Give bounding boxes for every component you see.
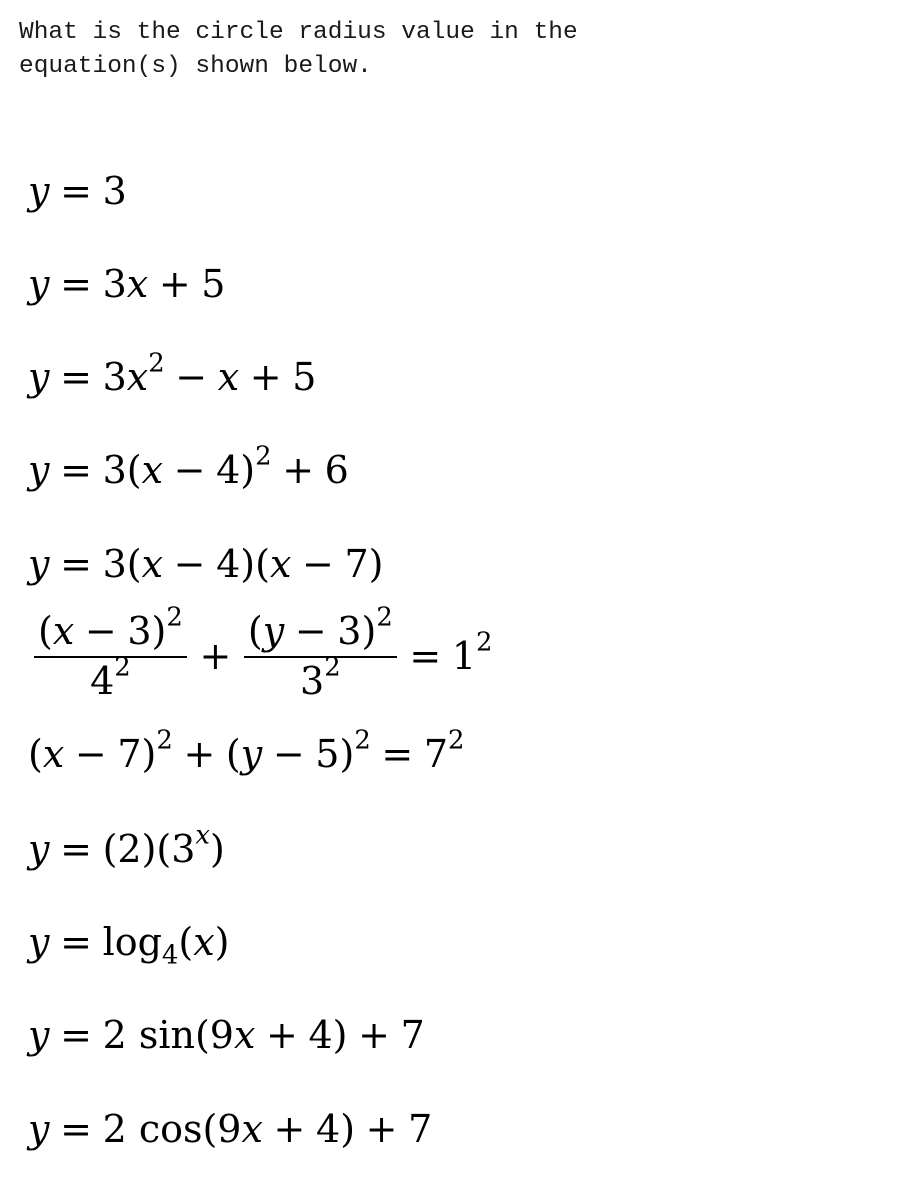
eq-term: x xyxy=(269,542,292,586)
eq-operator: + xyxy=(249,355,282,399)
eq-subscript: 4 xyxy=(161,940,179,971)
eq-operator: − xyxy=(302,542,334,586)
eq-term: 7 xyxy=(408,1107,433,1151)
eq-operator: = xyxy=(409,634,442,678)
eq-term: ) xyxy=(209,827,225,871)
eq-exponent: 2 xyxy=(148,348,165,379)
equation-quadratic xyxy=(28,348,317,399)
eq-term: ( xyxy=(225,732,241,776)
eq-term: ( xyxy=(178,920,194,964)
eq-operator: − xyxy=(173,448,206,492)
eq-operator: = xyxy=(60,1013,92,1057)
eq-term: 2 sin(9 xyxy=(102,1013,234,1057)
equation-list xyxy=(28,0,888,1200)
eq-term: $1^2$ xyxy=(451,627,493,678)
eq-operator: = xyxy=(60,1107,92,1151)
eq-term: 4) xyxy=(308,1013,348,1057)
fraction-x-term xyxy=(34,602,187,703)
fraction-denominator: $4^2$ xyxy=(90,652,131,703)
eq-exponent: 2 xyxy=(448,725,465,756)
eq-term: ( xyxy=(28,732,43,776)
eq-operator: = xyxy=(60,448,92,492)
eq-term: 4)( xyxy=(216,542,270,586)
eq-function: log xyxy=(102,920,162,964)
eq-term: y xyxy=(28,1107,50,1151)
eq-term: y xyxy=(240,732,263,776)
eq-term: x xyxy=(233,1013,256,1057)
eq-term: 5) xyxy=(315,732,355,776)
eq-operator: + xyxy=(266,1013,298,1057)
eq-term: ) xyxy=(214,920,230,964)
equation-constant xyxy=(28,169,127,213)
eq-term: 3 xyxy=(102,262,127,306)
eq-operator: = xyxy=(60,169,92,213)
eq-term: 7) xyxy=(344,542,384,586)
eq-term: x xyxy=(141,542,164,586)
eq-term: 3 xyxy=(102,355,127,399)
eq-term: x xyxy=(126,355,149,399)
eq-operator: + xyxy=(282,448,315,492)
eq-operator: + xyxy=(358,1013,390,1057)
eq-term: 3 xyxy=(102,169,127,213)
eq-operator: = xyxy=(60,542,92,586)
eq-exponent: x xyxy=(195,820,210,851)
eq-term: x xyxy=(193,920,215,964)
eq-term: y xyxy=(28,542,50,586)
eq-term: y xyxy=(28,920,50,964)
question-line-1: What is the circle radius value in the xyxy=(19,19,578,46)
fraction-denominator: $3^2$ xyxy=(300,652,341,703)
eq-term: y xyxy=(28,448,50,492)
eq-operator: − xyxy=(175,355,208,399)
eq-term: y xyxy=(28,262,50,306)
eq-exponent: 2 xyxy=(354,725,371,756)
eq-term: 2 cos(9 xyxy=(102,1107,242,1151)
equation-circle xyxy=(28,725,465,776)
eq-operator: = xyxy=(60,355,92,399)
eq-term: x xyxy=(126,262,149,306)
eq-operator: − xyxy=(74,732,107,776)
eq-term: x xyxy=(42,732,65,776)
eq-term: 5 xyxy=(201,262,226,306)
fraction-numerator: $(x - 3)^2$ xyxy=(34,612,187,658)
eq-exponent: 2 xyxy=(156,725,173,756)
eq-term: x xyxy=(241,1107,263,1151)
eq-operator: + xyxy=(158,262,191,306)
equation-linear xyxy=(28,262,226,306)
equation-sine xyxy=(28,1013,425,1057)
eq-operator: − xyxy=(272,732,305,776)
eq-operator: + xyxy=(183,732,216,776)
eq-operator: = xyxy=(60,827,92,871)
eq-term: 4) xyxy=(216,448,256,492)
eq-term: (2)(3 xyxy=(102,827,196,871)
equation-cosine xyxy=(28,1107,433,1151)
fraction-numerator: $(y - 3)^2$ xyxy=(244,612,397,658)
eq-term: y xyxy=(28,827,50,871)
eq-term: 6 xyxy=(324,448,349,492)
eq-term: y xyxy=(28,355,50,399)
eq-operator: + xyxy=(199,634,232,678)
equation-ellipse xyxy=(32,602,493,703)
eq-term: y xyxy=(28,169,50,213)
equation-vertex-form xyxy=(28,441,349,492)
equation-exponential xyxy=(28,820,225,871)
eq-term: 7 xyxy=(400,1013,425,1057)
eq-term: 3( xyxy=(102,448,142,492)
eq-term: 4) xyxy=(316,1107,356,1151)
eq-term: 7) xyxy=(117,732,157,776)
eq-term: y xyxy=(28,1013,50,1057)
eq-operator: − xyxy=(173,542,206,586)
eq-term: x xyxy=(217,355,240,399)
eq-operator: + xyxy=(365,1107,398,1151)
equation-factored-form xyxy=(28,542,384,586)
eq-operator: + xyxy=(273,1107,306,1151)
question-line-2: equation(s) shown below. xyxy=(19,53,372,80)
eq-operator: = xyxy=(381,732,414,776)
eq-term: 5 xyxy=(292,355,317,399)
eq-term: 3( xyxy=(102,542,142,586)
fraction-y-term xyxy=(244,602,397,703)
eq-term: x xyxy=(141,448,164,492)
equation-logarithm xyxy=(28,920,230,971)
eq-term: 7 xyxy=(423,732,449,776)
eq-exponent: 2 xyxy=(255,441,272,472)
eq-operator: = xyxy=(60,262,92,306)
eq-operator: = xyxy=(60,920,92,964)
